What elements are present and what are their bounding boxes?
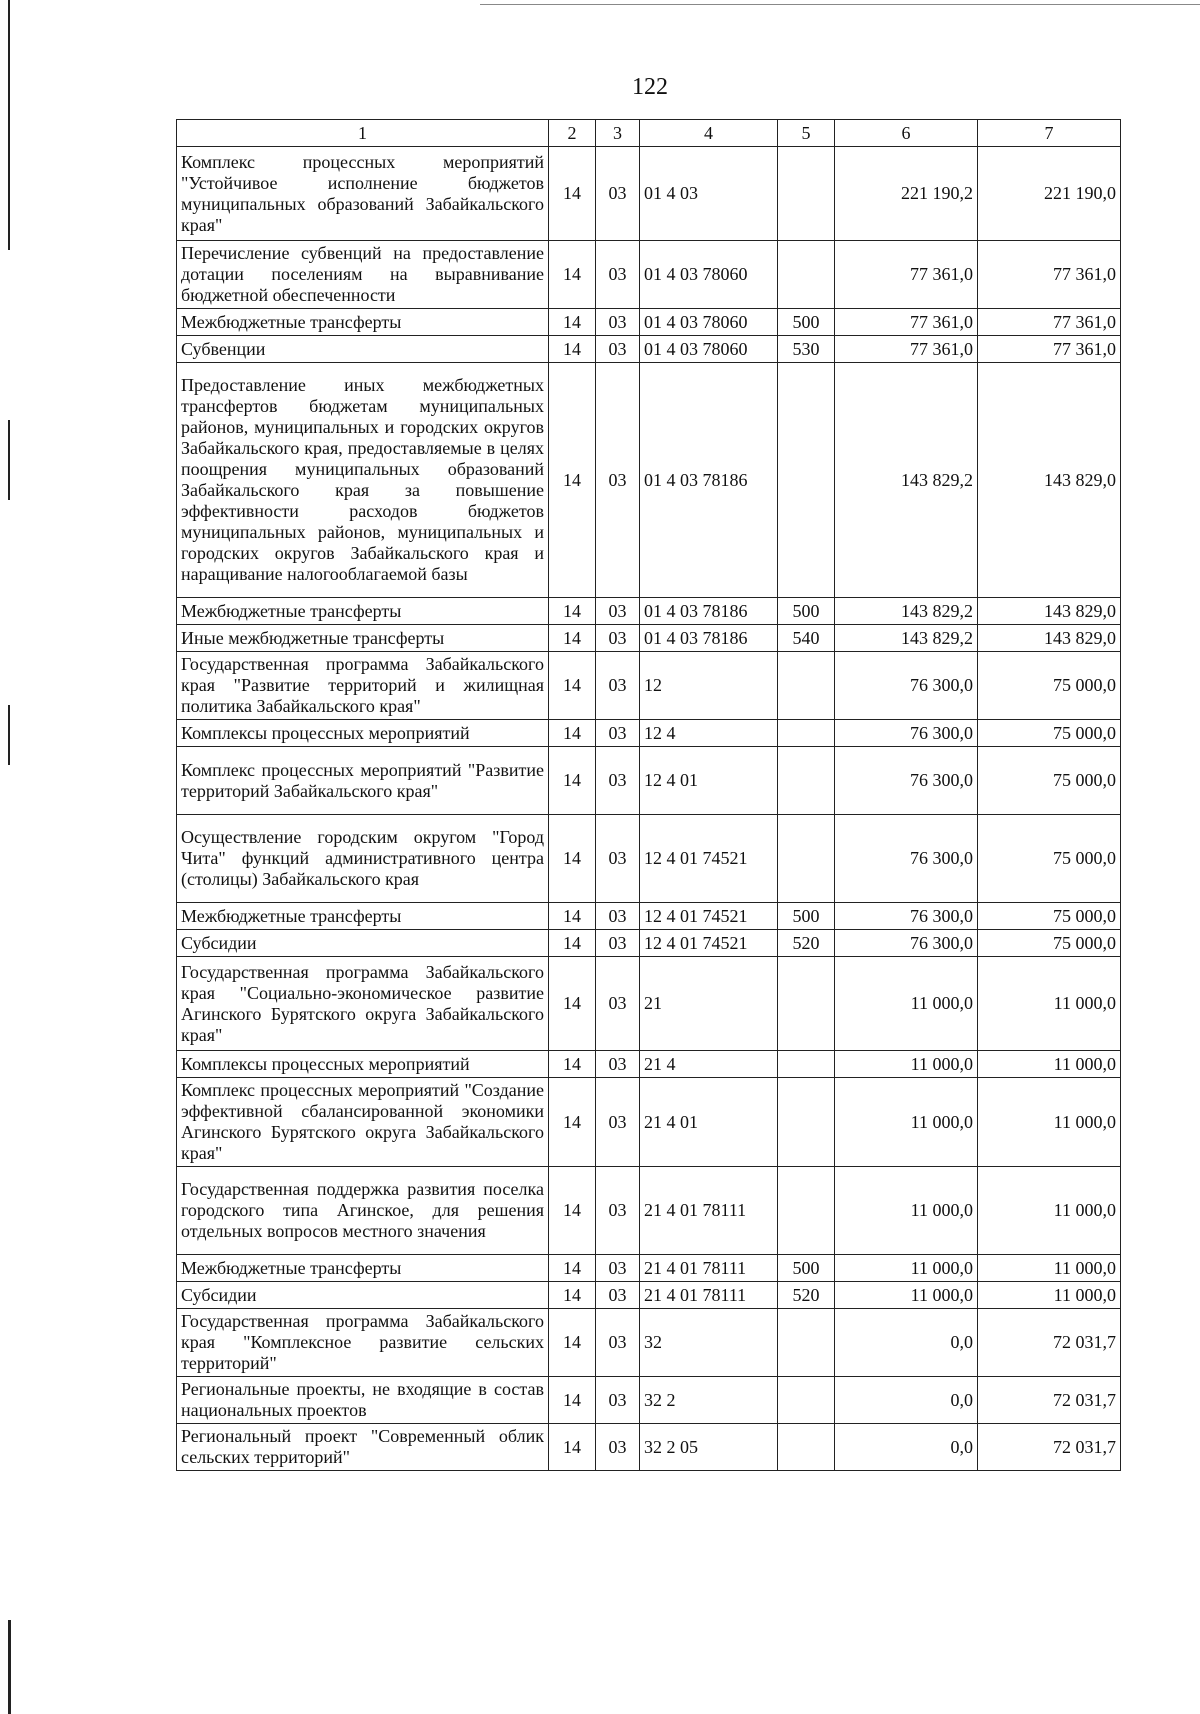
cell-name: Субсидии xyxy=(177,1282,549,1309)
cell-amount-1: 221 190,2 xyxy=(835,147,978,241)
cell-subsection: 03 xyxy=(596,625,640,652)
cell-amount-1: 76 300,0 xyxy=(835,903,978,930)
cell-target-code: 21 4 01 xyxy=(640,1078,778,1167)
cell-name: Государственная поддержка развития поселка городского типа Агинское, для решения отдельных вопросов местного значения xyxy=(177,1167,549,1255)
cell-name: Государственная программа Забайкальского края "Комплексное развитие сельских территорий" xyxy=(177,1309,549,1377)
cell-section: 14 xyxy=(549,1424,596,1471)
cell-section: 14 xyxy=(549,625,596,652)
table-row xyxy=(177,747,1121,815)
cell-target-code: 01 4 03 78060 xyxy=(640,309,778,336)
cell-expense-type xyxy=(778,747,835,815)
column-header: 4 xyxy=(640,120,778,147)
cell-name: Межбюджетные трансферты xyxy=(177,598,549,625)
cell-name: Предоставление иных межбюджетных трансфертов бюджетам муниципальных районов, муниципальных и городских округов Забайкальского края, предоставляемые в целях поощрения муниципальных образований Забайкальского края за повышение эффективности расходов бюджетов муниципальных районов, муниципальных и городских округов Забайкальского края и наращивание налогооблагаемой базы xyxy=(177,363,549,598)
table-row xyxy=(177,720,1121,747)
table-row xyxy=(177,625,1121,652)
table-row xyxy=(177,1051,1121,1078)
cell-target-code: 21 4 xyxy=(640,1051,778,1078)
table-row xyxy=(177,1167,1121,1255)
cell-target-code: 32 xyxy=(640,1309,778,1377)
column-header: 1 xyxy=(177,120,549,147)
column-header: 5 xyxy=(778,120,835,147)
cell-name: Субсидии xyxy=(177,930,549,957)
cell-amount-1: 76 300,0 xyxy=(835,930,978,957)
scan-left-edge-mark xyxy=(8,705,10,765)
cell-name: Комплексы процессных мероприятий xyxy=(177,1051,549,1078)
cell-subsection: 03 xyxy=(596,1377,640,1424)
table-row xyxy=(177,309,1121,336)
cell-expense-type xyxy=(778,957,835,1051)
column-header: 7 xyxy=(978,120,1121,147)
cell-amount-1: 76 300,0 xyxy=(835,747,978,815)
cell-amount-2: 72 031,7 xyxy=(978,1377,1121,1424)
cell-target-code: 12 4 01 74521 xyxy=(640,815,778,903)
cell-name: Региональные проекты, не входящие в состав национальных проектов xyxy=(177,1377,549,1424)
cell-name: Субвенции xyxy=(177,336,549,363)
cell-expense-type xyxy=(778,241,835,309)
cell-expense-type xyxy=(778,147,835,241)
page-number: 122 xyxy=(632,74,668,100)
cell-amount-1: 0,0 xyxy=(835,1424,978,1471)
cell-expense-type: 500 xyxy=(778,1255,835,1282)
cell-target-code: 32 2 05 xyxy=(640,1424,778,1471)
cell-target-code: 21 xyxy=(640,957,778,1051)
cell-amount-1: 11 000,0 xyxy=(835,1051,978,1078)
scan-top-rule xyxy=(480,4,1200,5)
cell-expense-type: 520 xyxy=(778,1282,835,1309)
table-row xyxy=(177,930,1121,957)
cell-expense-type xyxy=(778,652,835,720)
cell-target-code: 01 4 03 78186 xyxy=(640,363,778,598)
cell-section: 14 xyxy=(549,957,596,1051)
cell-subsection: 03 xyxy=(596,720,640,747)
cell-amount-2: 143 829,0 xyxy=(978,598,1121,625)
cell-subsection: 03 xyxy=(596,1255,640,1282)
table-body xyxy=(177,147,1121,1471)
cell-subsection: 03 xyxy=(596,652,640,720)
cell-amount-1: 76 300,0 xyxy=(835,815,978,903)
cell-section: 14 xyxy=(549,930,596,957)
cell-target-code: 12 xyxy=(640,652,778,720)
cell-amount-2: 11 000,0 xyxy=(978,1051,1121,1078)
cell-name: Межбюджетные трансферты xyxy=(177,1255,549,1282)
cell-expense-type: 540 xyxy=(778,625,835,652)
cell-expense-type: 500 xyxy=(778,309,835,336)
cell-amount-2: 77 361,0 xyxy=(978,309,1121,336)
cell-amount-1: 11 000,0 xyxy=(835,1255,978,1282)
cell-target-code: 12 4 xyxy=(640,720,778,747)
cell-section: 14 xyxy=(549,147,596,241)
cell-amount-2: 221 190,0 xyxy=(978,147,1121,241)
table-row xyxy=(177,598,1121,625)
cell-name: Перечисление субвенций на предоставление дотации поселениям на выравнивание бюджетной обеспеченности xyxy=(177,241,549,309)
cell-expense-type xyxy=(778,1424,835,1471)
cell-section: 14 xyxy=(549,309,596,336)
cell-name: Комплекс процессных мероприятий "Создание эффективной сбалансированной экономики Агинского Бурятского округа Забайкальского края" xyxy=(177,1078,549,1167)
cell-name: Комплекс процессных мероприятий "Развитие территорий Забайкальского края" xyxy=(177,747,549,815)
cell-name: Осуществление городским округом "Город Чита" функций административного центра (столицы) Забайкальского края xyxy=(177,815,549,903)
cell-subsection: 03 xyxy=(596,309,640,336)
cell-amount-2: 75 000,0 xyxy=(978,903,1121,930)
cell-expense-type: 520 xyxy=(778,930,835,957)
table-row xyxy=(177,147,1121,241)
column-header: 6 xyxy=(835,120,978,147)
cell-subsection: 03 xyxy=(596,903,640,930)
cell-name: Комплексы процессных мероприятий xyxy=(177,720,549,747)
table-row xyxy=(177,1078,1121,1167)
cell-amount-2: 75 000,0 xyxy=(978,747,1121,815)
cell-amount-1: 76 300,0 xyxy=(835,720,978,747)
header-row xyxy=(177,120,1121,147)
table-header xyxy=(177,120,1121,147)
cell-amount-2: 77 361,0 xyxy=(978,241,1121,309)
cell-amount-2: 11 000,0 xyxy=(978,957,1121,1051)
cell-section: 14 xyxy=(549,1282,596,1309)
cell-target-code: 21 4 01 78111 xyxy=(640,1255,778,1282)
scan-left-edge-mark xyxy=(8,1620,11,1714)
cell-target-code: 12 4 01 74521 xyxy=(640,903,778,930)
column-header: 2 xyxy=(549,120,596,147)
cell-amount-1: 77 361,0 xyxy=(835,241,978,309)
budget-table xyxy=(176,119,1121,1471)
cell-amount-2: 75 000,0 xyxy=(978,930,1121,957)
cell-amount-1: 143 829,2 xyxy=(835,625,978,652)
cell-expense-type xyxy=(778,363,835,598)
cell-expense-type: 500 xyxy=(778,903,835,930)
table-row xyxy=(177,1255,1121,1282)
cell-section: 14 xyxy=(549,1309,596,1377)
cell-target-code: 01 4 03 78186 xyxy=(640,625,778,652)
cell-target-code: 21 4 01 78111 xyxy=(640,1282,778,1309)
cell-amount-2: 11 000,0 xyxy=(978,1282,1121,1309)
cell-amount-2: 72 031,7 xyxy=(978,1309,1121,1377)
table-row xyxy=(177,815,1121,903)
cell-name: Иные межбюджетные трансферты xyxy=(177,625,549,652)
cell-expense-type: 500 xyxy=(778,598,835,625)
cell-section: 14 xyxy=(549,598,596,625)
cell-section: 14 xyxy=(549,747,596,815)
table-row xyxy=(177,336,1121,363)
cell-subsection: 03 xyxy=(596,598,640,625)
cell-target-code: 01 4 03 xyxy=(640,147,778,241)
cell-subsection: 03 xyxy=(596,957,640,1051)
scan-left-edge-mark xyxy=(8,420,10,500)
cell-name: Государственная программа Забайкальского края "Развитие территорий и жилищная политика Забайкальского края" xyxy=(177,652,549,720)
table-row xyxy=(177,903,1121,930)
table-row xyxy=(177,241,1121,309)
cell-subsection: 03 xyxy=(596,1051,640,1078)
cell-amount-2: 143 829,0 xyxy=(978,625,1121,652)
cell-expense-type: 530 xyxy=(778,336,835,363)
cell-amount-1: 77 361,0 xyxy=(835,336,978,363)
cell-section: 14 xyxy=(549,903,596,930)
cell-amount-2: 75 000,0 xyxy=(978,720,1121,747)
cell-section: 14 xyxy=(549,652,596,720)
cell-amount-2: 143 829,0 xyxy=(978,363,1121,598)
cell-section: 14 xyxy=(549,1377,596,1424)
cell-amount-1: 0,0 xyxy=(835,1377,978,1424)
cell-amount-1: 77 361,0 xyxy=(835,309,978,336)
cell-target-code: 32 2 xyxy=(640,1377,778,1424)
table-row xyxy=(177,1424,1121,1471)
cell-subsection: 03 xyxy=(596,930,640,957)
cell-section: 14 xyxy=(549,720,596,747)
cell-amount-1: 76 300,0 xyxy=(835,652,978,720)
table-row xyxy=(177,1282,1121,1309)
cell-subsection: 03 xyxy=(596,336,640,363)
cell-target-code: 01 4 03 78186 xyxy=(640,598,778,625)
cell-amount-2: 11 000,0 xyxy=(978,1078,1121,1167)
cell-subsection: 03 xyxy=(596,1167,640,1255)
cell-amount-1: 143 829,2 xyxy=(835,598,978,625)
cell-subsection: 03 xyxy=(596,147,640,241)
cell-amount-1: 143 829,2 xyxy=(835,363,978,598)
column-header: 3 xyxy=(596,120,640,147)
cell-target-code: 01 4 03 78060 xyxy=(640,336,778,363)
cell-amount-1: 11 000,0 xyxy=(835,1078,978,1167)
cell-expense-type xyxy=(778,1167,835,1255)
cell-amount-2: 75 000,0 xyxy=(978,652,1121,720)
cell-section: 14 xyxy=(549,1167,596,1255)
cell-expense-type xyxy=(778,1309,835,1377)
cell-target-code: 01 4 03 78060 xyxy=(640,241,778,309)
table-row xyxy=(177,363,1121,598)
cell-subsection: 03 xyxy=(596,1309,640,1377)
cell-section: 14 xyxy=(549,815,596,903)
cell-name: Региональный проект "Современный облик сельских территорий" xyxy=(177,1424,549,1471)
cell-name: Межбюджетные трансферты xyxy=(177,309,549,336)
cell-target-code: 21 4 01 78111 xyxy=(640,1167,778,1255)
cell-expense-type xyxy=(778,1078,835,1167)
cell-amount-2: 11 000,0 xyxy=(978,1167,1121,1255)
table-row xyxy=(177,1377,1121,1424)
scan-left-edge-mark xyxy=(8,0,10,250)
cell-section: 14 xyxy=(549,336,596,363)
cell-amount-1: 11 000,0 xyxy=(835,1167,978,1255)
cell-name: Государственная программа Забайкальского края "Социально-экономическое развитие Агинского Бурятского округа Забайкальского края" xyxy=(177,957,549,1051)
cell-section: 14 xyxy=(549,363,596,598)
cell-subsection: 03 xyxy=(596,815,640,903)
cell-amount-2: 75 000,0 xyxy=(978,815,1121,903)
cell-amount-1: 0,0 xyxy=(835,1309,978,1377)
cell-amount-2: 72 031,7 xyxy=(978,1424,1121,1471)
cell-amount-2: 77 361,0 xyxy=(978,336,1121,363)
cell-target-code: 12 4 01 xyxy=(640,747,778,815)
cell-section: 14 xyxy=(549,1051,596,1078)
cell-subsection: 03 xyxy=(596,363,640,598)
cell-section: 14 xyxy=(549,241,596,309)
cell-section: 14 xyxy=(549,1255,596,1282)
cell-subsection: 03 xyxy=(596,241,640,309)
cell-target-code: 12 4 01 74521 xyxy=(640,930,778,957)
cell-subsection: 03 xyxy=(596,1282,640,1309)
cell-subsection: 03 xyxy=(596,747,640,815)
cell-expense-type xyxy=(778,720,835,747)
cell-amount-1: 11 000,0 xyxy=(835,1282,978,1309)
cell-expense-type xyxy=(778,1051,835,1078)
table-row xyxy=(177,1309,1121,1377)
cell-expense-type xyxy=(778,1377,835,1424)
cell-subsection: 03 xyxy=(596,1424,640,1471)
cell-subsection: 03 xyxy=(596,1078,640,1167)
cell-name: Межбюджетные трансферты xyxy=(177,903,549,930)
cell-expense-type xyxy=(778,815,835,903)
cell-name: Комплекс процессных мероприятий "Устойчивое исполнение бюджетов муниципальных образований Забайкальского края" xyxy=(177,147,549,241)
table-row xyxy=(177,957,1121,1051)
table-row xyxy=(177,652,1121,720)
cell-amount-2: 11 000,0 xyxy=(978,1255,1121,1282)
cell-section: 14 xyxy=(549,1078,596,1167)
cell-amount-1: 11 000,0 xyxy=(835,957,978,1051)
